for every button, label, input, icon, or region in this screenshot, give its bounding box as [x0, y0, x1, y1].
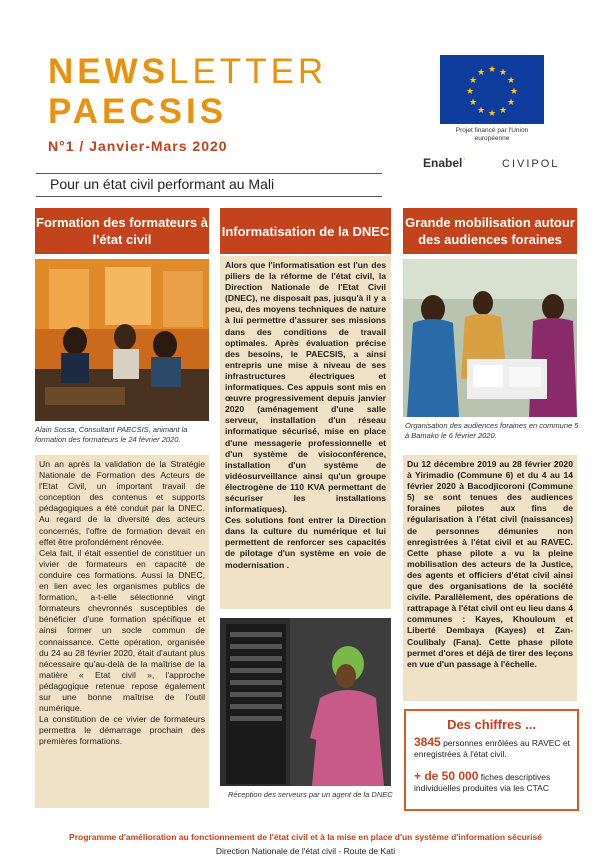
svg-text:★: ★	[498, 106, 508, 116]
col1-paragraph: La constitution de ce vivier de formateurs permettra le démarrage prochain des premières formations.	[39, 714, 205, 747]
eu-funding-caption: Projet financé par l'Union européenne	[455, 127, 529, 142]
figure-enrolled: 3845 personnes enrôlées au RAVEC et enregistrées à l'état civil.	[414, 735, 571, 759]
svg-text:★: ★	[468, 76, 478, 86]
civipol-logo: CIVIPOL	[502, 158, 560, 170]
col3-paragraph: Du 12 décembre 2019 au 28 février 2020 à Yirimadio (Commune 6) et du 4 au 14 février 2020 à Bacodjicoroni (Commune 5) se sont tenues des audiences foraines pilotes aux fins de régularisation à l'état civil (naissances) de personnes démunies non enregistrées à l'état civil et au RAVEC. Cette phase pilote a vu la pleine mobilisation des acteurs de la Justice, des agents et officiers d'état civil ainsi que des organisations de la société civile. Parallèlement, des opérations de rattrapage à l'état civil ont eu lieu dans 4 communes : Kayes, Khouloum et Liberté Dembaya (Kayes) et Zan-Coulibaly (Fana). Cette phase pilote permet d'ores et déjà de tirer des leçons en vue d'un passage à l'échelle.	[407, 459, 573, 669]
newsletter-subtitle: PAECSIS	[48, 92, 228, 131]
figure-records: + de 50 000 fiches descriptives individuelles produites via les CTAC	[414, 769, 551, 793]
col2-heading: Informatisation de la DNEC	[220, 208, 391, 254]
col3-text-box	[403, 455, 577, 701]
col2-article	[225, 260, 386, 571]
eu-flag-logo	[440, 55, 544, 124]
svg-text:★: ★	[476, 106, 486, 116]
col1-heading: Formation des formateurs à l'état civil	[35, 208, 209, 254]
issue-number: N°1 / Janvier-Mars 2020	[48, 138, 228, 154]
server-photo	[220, 618, 391, 786]
col3-article	[407, 459, 573, 670]
col3-photo-caption: Organisation des audiences foraines en commune 5 à Bamako le 6 février 2020.	[405, 421, 579, 440]
tagline-text: Pour un état civil performant au Mali	[50, 176, 275, 192]
svg-text:★: ★	[509, 87, 519, 97]
col2-photo-caption: Réception des serveurs par un agent de la DNEC	[228, 790, 393, 799]
col1-photo-caption: Alain Sossa, Consultant PAECSIS, animant la formation des formateurs le 24 février 2020.	[35, 425, 188, 444]
tagline-bar	[36, 173, 382, 197]
col1-text-box	[35, 455, 209, 808]
svg-text:★: ★	[476, 68, 486, 78]
svg-text:★: ★	[487, 109, 497, 119]
training-photo	[35, 259, 209, 421]
col2-paragraph: Ces solutions font entrer la Direction dans la culture du numérique et lui permettent de renforcer ses capacités de pilotage d'un système en voie de modernisation .	[225, 515, 386, 570]
audience-photo	[403, 259, 577, 417]
enabel-logo: Enabel˙	[423, 156, 467, 170]
svg-text:★: ★	[487, 65, 497, 75]
col1-paragraph: Un an après la validation de la Stratégie Nationale de Formation des Acteurs de l'Etat Civil, un important travail de conception des contenus et supports pédagogiques a été conduit par la DNEC. Au regard de la diversité des acteurs concernés, l'offre de formation devait en effet être profondément rénovée.	[39, 459, 205, 547]
col1-article	[39, 459, 205, 747]
footer-program: Programme d'amélioration au fonctionnement de l'état civil et à la mise en place d'un système d'information sécurisé	[69, 832, 542, 842]
col2-paragraph: Alors que l'informatisation est l'un des piliers de la réforme de l'état civil, la Direction Nationale de l'Etat Civil (DNEC), ne disposait pas, jusqu'à il y a peu, des moyens techniques de nature à lui permettre d'assurer ses missions dans des conditions de travail optimales. Après évaluation précise des besoins, le PAECSIS, a ainsi entrepris une mise à niveau de ses infrastructures électriques et informatiques. Ces appuis sont mis en œuvre progressivement depuis janvier 2020 (aménagement d'une salle serveur, installation d'un réseau informatique sécurisé, mise en place d'une messagerie professionnelle et d'un système de visioconférence, installation d'un système de vidéosurveillance ainsi qu'un groupe électrogène de 110 KVA permettant de sécuriser les installations informatiques).	[225, 260, 386, 515]
svg-text:★: ★	[506, 76, 516, 86]
col1-paragraph: Cela fait, il était essentiel de constituer un vivier de formateurs en capacité de conduire ces formations. Aussi la DNEC, en lien avec les organismes publics de formation, a-t-elle sélectionné vingt formateurs chevronnés susceptibles de bénéficier d'une formation spécifique et ainsi former un socle commun de connaissance. Cette opération, organisée du 24 au 28 février 2020, était d'autant plus nécessaire qu'au-delà de la maîtrise de la matière « Etat civil », l'approche pédagogique retenue repose également sur une bonne maîtrise de l'outil numérique.	[39, 547, 205, 714]
footer-address: Direction Nationale de l'état civil - Route de Kati	[215, 846, 396, 856]
svg-text:★: ★	[506, 98, 516, 108]
key-figures-title: Des chiffres ...	[447, 717, 536, 732]
col2-text-box	[220, 256, 391, 609]
svg-text:★: ★	[468, 98, 478, 108]
svg-text:★: ★	[498, 68, 508, 78]
key-figures-box	[404, 709, 579, 811]
newsletter-title: NEWSLETTER	[48, 52, 328, 91]
col3-heading: Grande mobilisation autour des audiences foraines	[403, 208, 577, 254]
svg-text:★: ★	[465, 87, 475, 97]
